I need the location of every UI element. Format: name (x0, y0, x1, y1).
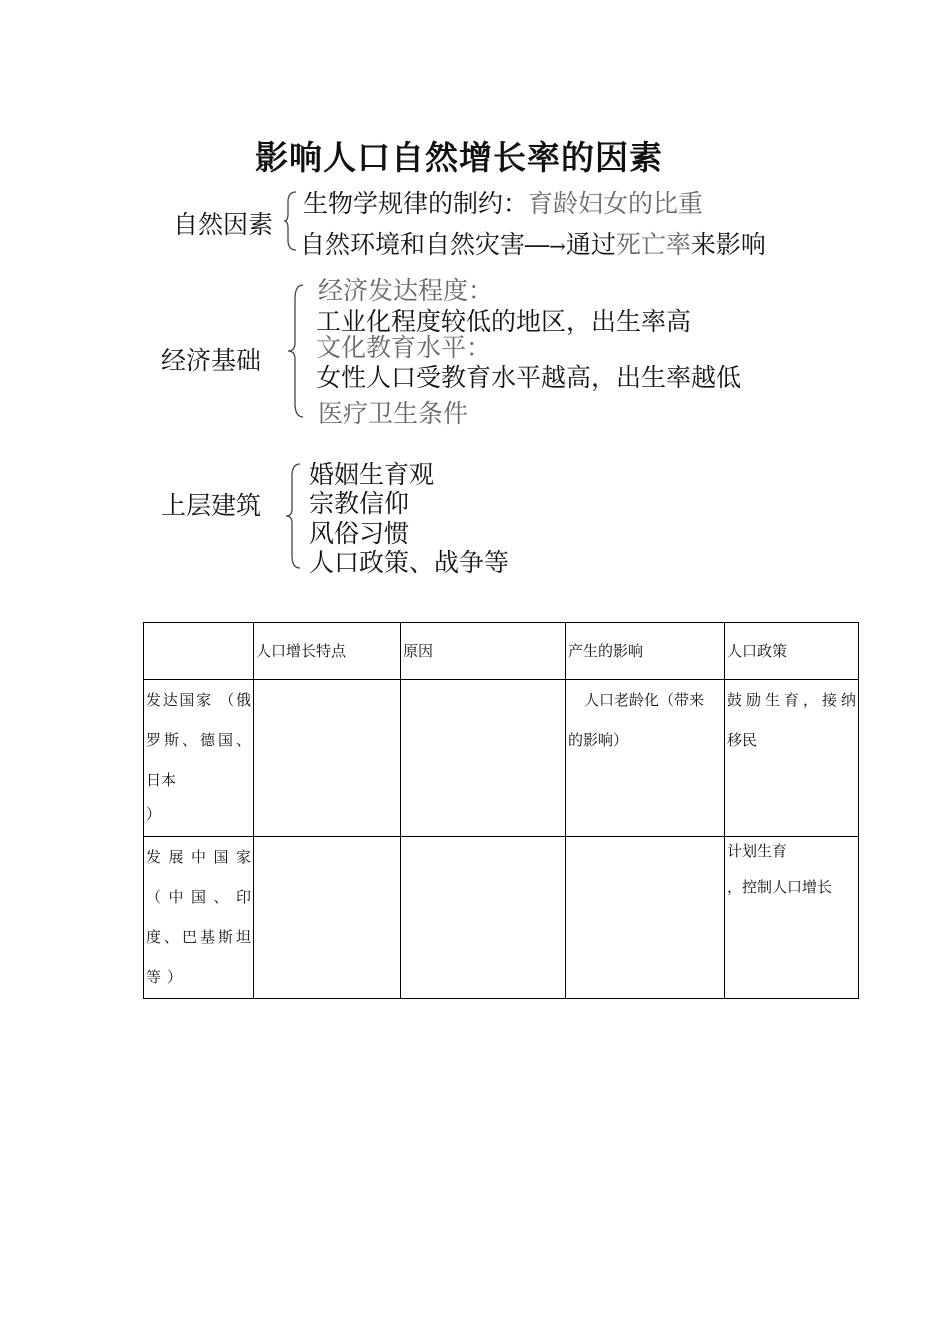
table-header-cell (144, 623, 254, 680)
natural-item-environment-label: 自然环境和自然灾害 (300, 230, 526, 259)
category-superstructure: 上层建筑 (161, 491, 262, 520)
country-line: 发达国家 （俄 (146, 691, 251, 709)
country-line: 度、巴基斯坦 (146, 928, 251, 946)
table-cell-impact (566, 680, 725, 837)
category-natural: 自然因素 (173, 210, 274, 239)
country-line: （中国、印 (146, 888, 251, 906)
table-header-row (144, 623, 859, 680)
policy-line: ，控制人口增长 (727, 878, 833, 896)
policy-line: 移民 (727, 731, 758, 749)
table-header-cell: 人口增长特点 (254, 623, 401, 680)
country-line: 发展中国家 (146, 848, 251, 866)
superstructure-brace (286, 462, 304, 572)
superstructure-item-religion: 宗教信仰 (309, 489, 410, 518)
natural-item-biology-label: 生物学规律的制约： (303, 189, 529, 218)
economic-item-industrialization: 工业化程度较低的地区，出生率高 (316, 307, 692, 336)
economic-item-female-education: 女性人口受教育水平越高，出生率越低 (316, 363, 742, 392)
natural-brace (284, 190, 300, 252)
country-line: 等） (146, 968, 189, 986)
economic-item-development: 经济发达程度： (318, 276, 494, 305)
table-cell-policy (725, 837, 859, 999)
table-header-cell: 原因 (401, 623, 566, 680)
table-cell-impact (566, 837, 725, 999)
economic-item-healthcare: 医疗卫生条件 (318, 399, 469, 428)
table-cell-country (144, 837, 254, 999)
table-cell-country (144, 680, 254, 837)
country-line: 罗斯、德国、 (146, 731, 251, 749)
table-cell-features (254, 680, 401, 837)
country-line: 日本 (146, 771, 177, 789)
population-table (143, 622, 859, 999)
natural-item-biology-detail: 育龄妇女的比重 (528, 189, 704, 218)
natural-item-environment-via: 通过 (565, 230, 616, 259)
superstructure-item-policy: 人口政策、战争等 (309, 548, 510, 577)
category-economic: 经济基础 (161, 346, 262, 375)
policy-line: 鼓励生育，接纳 (727, 691, 856, 709)
natural-item-biology (303, 184, 703, 220)
table-row (144, 680, 859, 837)
economic-item-education: 文化教育水平： (316, 333, 492, 362)
table-cell-features (254, 837, 401, 999)
table-cell-reasons (401, 837, 566, 999)
impact-line: 的影响） (568, 731, 629, 749)
page-title: 影响人口自然增长率的因素 (255, 138, 663, 177)
economic-brace (287, 283, 307, 419)
table-header-cell: 产生的影响 (566, 623, 725, 680)
table-header-cell: 人口政策 (725, 623, 859, 680)
country-line: ） (146, 805, 162, 823)
arrow-icon: ──→ (525, 234, 566, 258)
natural-item-environment-effect: 来影响 (690, 230, 766, 259)
superstructure-item-customs: 风俗习惯 (309, 519, 410, 548)
policy-line: 计划生育 (727, 842, 788, 860)
natural-item-environment (300, 225, 766, 261)
table-cell-reasons (401, 680, 566, 837)
table-cell-policy (725, 680, 859, 837)
impact-line: 人口老龄化（带来 (584, 691, 705, 709)
natural-item-environment-death-rate: 死亡率 (615, 230, 691, 259)
table-row (144, 837, 859, 999)
superstructure-item-marriage: 婚姻生育观 (309, 460, 435, 489)
